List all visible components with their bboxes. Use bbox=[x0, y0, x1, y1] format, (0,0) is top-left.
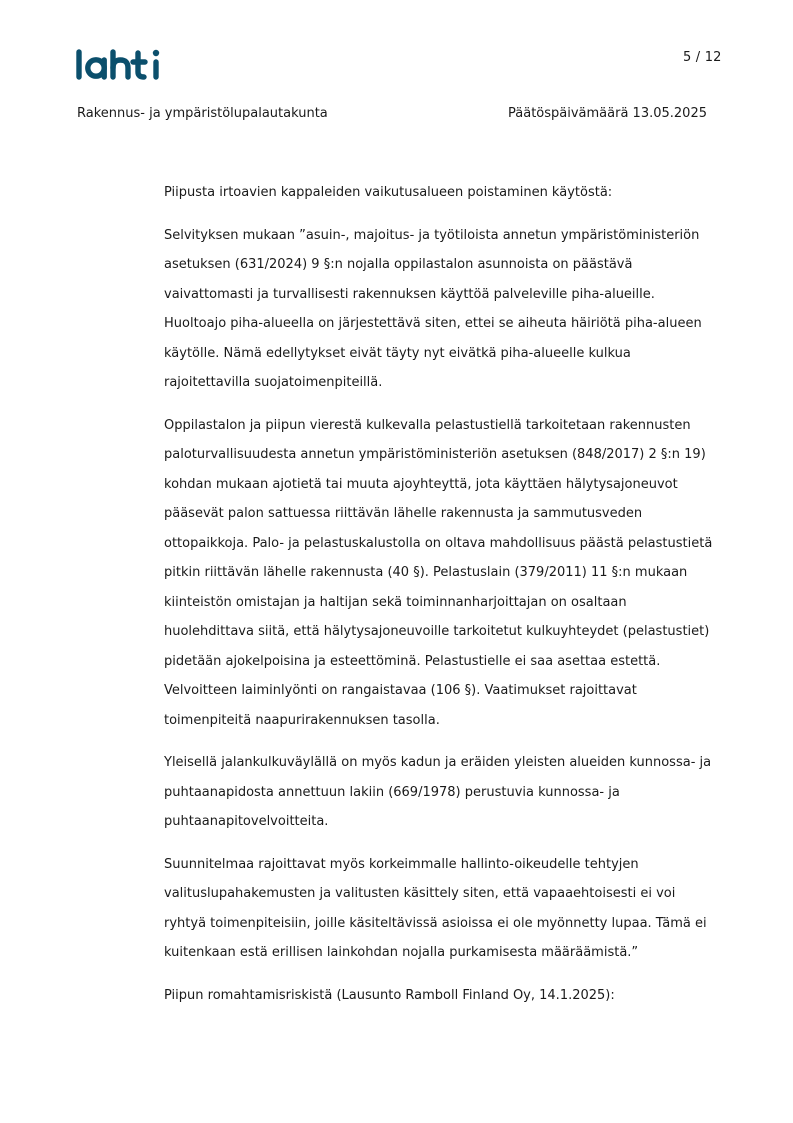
document-body bbox=[164, 178, 724, 1023]
text-line: paloturvallisuudesta annetun ympäristöministeriön asetuksen (848/2017) 2 §:n 19) bbox=[164, 447, 706, 462]
text-line: kohdan mukaan ajotietä tai muuta ajoyhteyttä, jota käyttäen hälytysajoneuvot bbox=[164, 476, 678, 492]
text-line: Piipun romahtamisriskistä (Lausunto Ramboll Finland Oy, 14.1.2025): bbox=[164, 987, 615, 1003]
text-line: puhtaanapidosta annettuun lakiin (669/1978) perustuvia kunnossa- ja bbox=[164, 784, 620, 800]
paragraph-appeals bbox=[164, 850, 724, 968]
text-line: ottopaikkoja. Palo- ja pelastuskalustolla on oltava mahdollisuus päästä pelastustietä bbox=[164, 535, 713, 551]
paragraph-quote-housing-decree bbox=[164, 221, 724, 398]
text-line: valituslupahakemusten ja valitusten käsittely siten, että vapaaehtoisesti ei voi bbox=[164, 886, 676, 901]
paragraph-heading-fragments bbox=[164, 178, 724, 208]
lahti-logo bbox=[75, 44, 171, 84]
committee-name: Rakennus- ja ympäristölupalautakunta bbox=[77, 106, 328, 121]
paragraph-collapse-risk-heading bbox=[164, 981, 724, 1011]
text-line: huolehdittava siitä, että hälytysajoneuvoille tarkoitetut kulkuyhteydet (pelastustiet) bbox=[164, 624, 710, 639]
text-line: Oppilastalon ja piipun vierestä kulkevalla pelastustiellä tarkoitetaan rakennusten bbox=[164, 417, 691, 433]
text-line: puhtaanapitovelvoitteita. bbox=[164, 814, 329, 829]
text-line: pääsevät palon sattuessa riittävän lähelle rakennusta ja sammutusveden bbox=[164, 506, 643, 521]
text-line: Huoltoajo piha-alueella on järjestettävä siten, ettei se aiheuta häiriötä piha-alueen bbox=[164, 316, 702, 331]
text-line: kiinteistön omistajan ja haltijan sekä toiminnanharjoittajan on osaltaan bbox=[164, 594, 627, 610]
lahti-logo-mark bbox=[75, 44, 171, 84]
text-line: toimenpiteitä naapurirakennuksen tasolla. bbox=[164, 712, 440, 728]
paragraph-rescue-road bbox=[164, 411, 724, 736]
text-line: vaivattomasti ja turvallisesti rakennuksen käyttöä palveleville piha-alueille. bbox=[164, 286, 655, 302]
text-line: Velvoitteen laiminlyönti on rangaistavaa (106 §). Vaatimukset rajoittavat bbox=[164, 683, 637, 698]
text-line: asetuksen (631/2024) 9 §:n nojalla oppilastalon asunnoista on päästävä bbox=[164, 257, 633, 272]
text-line: käytölle. Nämä edellytykset eivät täyty nyt eivätkä piha-alueelle kulkua bbox=[164, 345, 631, 361]
page-number: 5 / 12 bbox=[683, 50, 722, 65]
text-line: ryhtyä toimenpiteisiin, joille käsiteltävissä asioissa ei ole myönnetty lupaa. Tämä ei bbox=[164, 915, 707, 931]
text-line: Selvityksen mukaan ”asuin-, majoitus- ja työtiloista annetun ympäristöministeriön bbox=[164, 227, 700, 243]
text-line: pitkin riittävän lähelle rakennusta (40 §). Pelastuslain (379/2011) 11 §:n mukaan bbox=[164, 565, 688, 580]
text-line: Suunnitelmaa rajoittavat myös korkeimmalle hallinto-oikeudelle tehtyjen bbox=[164, 856, 639, 872]
text-line: Piipusta irtoavien kappaleiden vaikutusalueen poistaminen käytöstä: bbox=[164, 185, 613, 200]
text-line: rajoitettavilla suojatoimenpiteillä. bbox=[164, 375, 383, 390]
text-line: Yleisellä jalankulkuväylällä on myös kadun ja eräiden yleisten alueiden kunnossa- ja bbox=[164, 755, 712, 770]
decision-date: Päätöspäivämäärä 13.05.2025 bbox=[508, 106, 707, 121]
text-line: kuitenkaan estä erillisen lainkohdan nojalla purkamisesta määräämistä.” bbox=[164, 945, 639, 960]
text-line: pidetään ajokelpoisina ja esteettöminä. Pelastustielle ei saa asettaa estettä. bbox=[164, 653, 661, 669]
paragraph-pedestrian-way bbox=[164, 748, 724, 837]
